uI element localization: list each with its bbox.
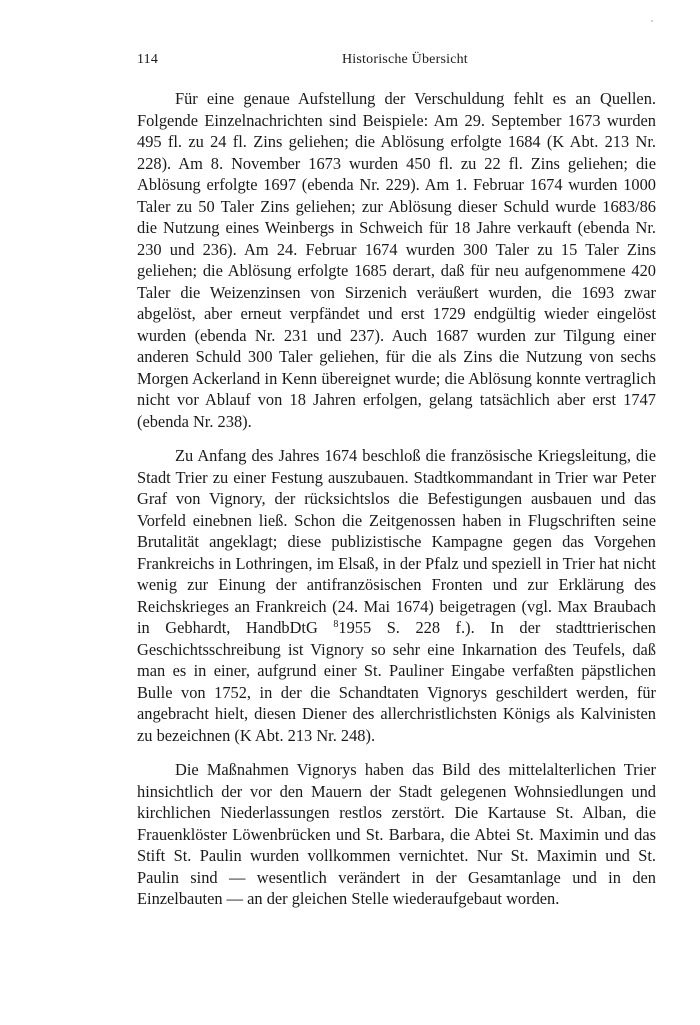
paragraph bbox=[137, 445, 656, 746]
paragraph-text-continued: 1955 S. 228 f.). In der stadttrierischen Geschichtsschreibung ist Vignory so sehr eine Inkarnation des Teufels, daß man es in einer, aufgrund einer St. Pauliner Eingabe verfaßten päpstlichen Bulle von 1752, in der die Schandtaten Vignorys geschildert werden, für angebracht hielt, diesen Diener des allerchristlichsten Königs als Kalvinisten zu bezeichnen (K Abt. 213 Nr. 248). bbox=[137, 618, 656, 745]
scan-speck bbox=[651, 20, 653, 22]
body-text bbox=[137, 88, 656, 923]
running-title: Historische Übersicht bbox=[342, 52, 468, 67]
paragraph-text: Zu Anfang des Jahres 1674 beschloß die französische Kriegsleitung, die Stadt Trier zu einer Festung auszubauen. Stadtkommandant in Trier war Peter Graf von Vignory, der rücksichtslos die Befestigungen ausbauen und das Vorfeld einebnen ließ. Schon die Zeitgenossen haben in Flugschriften seine Brutalität angeklagt; diese publizistische Kampagne gegen das Vorgehen Frankreichs in Lothringen, im Elsaß, in der Pfalz und speziell in Trier hat nicht wenig zur Einung der antifranzösischen Fronten und zur Erklärung des Reichskrieges an Frankreich (24. Mai 1674) beigetragen (vgl. Max Braubach in Gebhardt, HandbDtG bbox=[137, 446, 656, 637]
paragraph: Die Maßnahmen Vignorys haben das Bild des mittelalterlichen Trier hinsichtlich der vor den Mauern der Stadt gelegenen Wohnsiedlungen und kirchlichen Niederlassungen restlos zerstört. Die Kartause St. Alban, die Frauenklöster Löwenbrücken und St. Barbara, die Abtei St. Maximin und das Stift St. Paulin wurden vollkommen vernichtet. Nur St. Maximin und St. Paulin sind — wesentlich verändert in der Gesamtanlage und in den Einzelbauten — an der gleichen Stelle wiederaufgebaut worden. bbox=[137, 760, 656, 908]
edition-superscript: 8 bbox=[333, 619, 339, 630]
page-number: 114 bbox=[137, 52, 159, 67]
page-header bbox=[137, 52, 656, 72]
paragraph: Für eine genaue Aufstellung der Verschuldung fehlt es an Quellen. Folgende Einzelnachrichten sind Beispiele: Am 29. September 1673 wurden 495 fl. zu 24 fl. Zins geliehen; die Ablösung erfolgte 1684 (K Abt. 213 Nr. 228). Am 8. November 1673 wurden 450 fl. zu 22 fl. Zins geliehen; die Ablösung erfolgte 1697 (ebenda Nr. 229). Am 1. Februar 1674 wurden 1000 Taler zu 50 Taler Zins geliehen; zur Ablösung dieser Schuld wurde 1683/86 die Nutzung eines Weinbergs in Schweich für 18 Jahre verkauft (ebenda Nr. 230 und 236). Am 24. Februar 1674 wurden 300 Taler zu 15 Taler Zins geliehen; die Ablösung erfolgte 1685 derart, daß für neu aufgenommene 420 Taler die Weizenzinsen von Sirzenich veräußert wurden, die 1693 zwar abgelöst, aber erneut verpfändet und erst 1729 endgültig wieder eingelöst wurden (ebenda Nr. 231 und 237). Auch 1687 wurden zur Tilgung einer anderen Schuld 300 Taler geliehen, für die als Zins die Nutzung von sechs Morgen Ackerland in Kenn übereignet wurde; die Ablösung konnte vertraglich nicht vor Ablauf von 18 Jahren erfolgen, gelang tatsächlich aber erst 1747 (ebenda Nr. 238). bbox=[137, 89, 656, 431]
